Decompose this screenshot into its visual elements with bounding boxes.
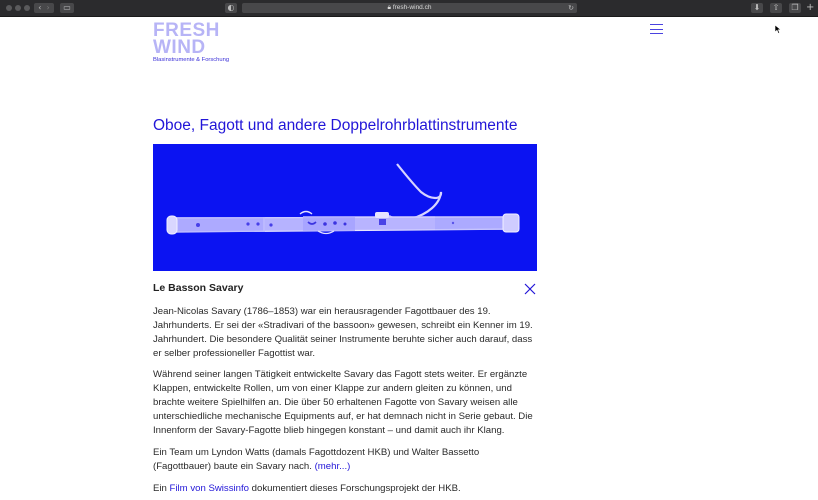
forward-icon[interactable]: ›	[46, 3, 50, 12]
logo-subtitle: Blasinstrumente & Forschung	[153, 57, 230, 63]
section-title: Le Basson Savary	[153, 282, 244, 294]
url-text: 🔒︎ fresh-wind.ch	[387, 4, 432, 11]
paragraph-film-prefix: Ein	[153, 483, 167, 494]
more-link[interactable]: (mehr...)	[314, 461, 351, 472]
paragraph-team	[153, 446, 538, 474]
reload-icon[interactable]: ↻	[568, 4, 574, 12]
bassoon-image	[153, 144, 537, 271]
window-close-dot[interactable]	[6, 5, 12, 11]
close-icon[interactable]	[524, 283, 536, 295]
page-title: Oboe, Fagott und andere Doppelrohrblattinstrumente	[153, 117, 518, 134]
paragraph-team-text: Ein Team um Lyndon Watts (damals Fagottdozent HKB) und Walter Bassetto (Fagottbauer) baute ein Savary nach.	[153, 447, 480, 472]
paragraph-film-suffix: dokumentiert dieses Forschungsprojekt der HKB.	[251, 483, 461, 494]
back-icon[interactable]: ‹	[38, 3, 42, 12]
film-link[interactable]: Film von Swissinfo	[169, 483, 249, 494]
logo-line-1: FRESH	[153, 20, 220, 41]
shield-icon[interactable]: ◐	[225, 3, 237, 13]
window-zoom-dot[interactable]	[24, 5, 30, 11]
tabs-icon[interactable]: ❐	[789, 3, 801, 13]
browser-toolbar	[0, 0, 818, 17]
share-icon[interactable]: ⇧	[770, 3, 782, 13]
paragraph-intro: Jean-Nicolas Savary (1786–1853) war ein herausragender Fagottbauer des 19. Jahrhunderts. Er sei der «Stradivari of the bassoon» gewesen, schreibt ein Kenner im 19. Jahrhundert. Die besondere Qualität seiner Instrumente beruhte sicher auch darauf, dass er selber professioneller Fagottist war.	[153, 306, 533, 359]
new-tab-icon[interactable]: +	[806, 2, 815, 13]
paragraph-development: Während seiner langen Tätigkeit entwickelte Savary das Fagott stets weiter. Er ergänzte Klappen, entwickelte Rollen, um von einer Klappe zur andern gleiten zu können, und brachte weitere Spielhilfen an. Die über 50 erhaltenen Fagotte von Savary weisen alle unterschiedliche mechanische Equipments auf, er hat demnach nicht in Serie gebaut. Die Innenform der Savary-Fagotte blieb hingegen konstant – und damit auch ihr Klang.	[153, 369, 533, 436]
lock-icon: 🔒︎	[387, 4, 391, 11]
cursor-icon	[775, 25, 782, 34]
menu-icon[interactable]	[650, 23, 663, 35]
sidebar-icon[interactable]: ▭	[60, 3, 74, 13]
paragraph-film	[153, 482, 538, 496]
address-bar[interactable]	[242, 3, 577, 13]
logo-line-2: WIND	[153, 37, 206, 58]
site-logo[interactable]	[153, 22, 229, 63]
download-icon[interactable]: ⬇	[751, 3, 763, 13]
back-forward-group	[34, 3, 54, 13]
window-minimize-dot[interactable]	[15, 5, 21, 11]
